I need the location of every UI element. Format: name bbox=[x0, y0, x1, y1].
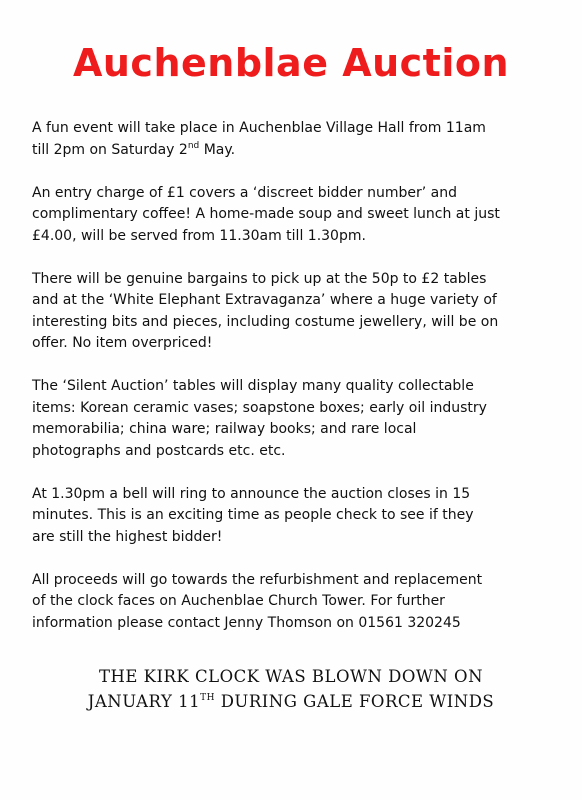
paragraph-bell bbox=[32, 484, 532, 549]
footer-date-text: JANUARY 11 bbox=[87, 692, 201, 711]
text-line: complimentary coffee! A home-made soup and sweet lunch at just bbox=[32, 206, 500, 222]
text-line: All proceeds will go towards the refurbishment and replacement bbox=[32, 571, 483, 588]
text-line: of the clock faces on Auchenblae Church Tower. For further bbox=[32, 593, 445, 609]
text-line: and at the ‘White Elephant Extravaganza’ where a huge variety of bbox=[32, 292, 497, 308]
text-line: A fun event will take place in Auchenblae Village Hall from 11am bbox=[32, 120, 486, 136]
text-line: An entry charge of £1 covers a ‘discreet bidder number’ and bbox=[32, 184, 457, 201]
text-line: items: Korean ceramic vases; soapstone boxes; early oil industry bbox=[32, 399, 487, 416]
text-line: photographs and postcards etc. etc. bbox=[32, 442, 286, 459]
text-line: There will be genuine bargains to pick up at the 50p to £2 tables bbox=[32, 270, 487, 287]
footer-rest-text: DURING GALE FORCE WINDS bbox=[214, 692, 495, 711]
text-line: information please contact Jenny Thomson on 01561 320245 bbox=[32, 614, 461, 631]
paragraph-event-time bbox=[32, 118, 532, 161]
text-line: The ‘Silent Auction’ tables will display many quality collectable bbox=[32, 378, 474, 394]
footer-ordinal-suffix: TH bbox=[200, 693, 215, 703]
text-line: interesting bits and pieces, including costume jewellery, will be on bbox=[32, 313, 499, 330]
date-text: till 2pm on Saturday 2 bbox=[32, 141, 188, 158]
text-line: At 1.30pm a bell will ring to announce the auction closes in 15 bbox=[32, 485, 471, 502]
ordinal-suffix: nd bbox=[187, 140, 200, 151]
footer-line bbox=[0, 689, 582, 714]
month-text: May. bbox=[199, 141, 236, 158]
paragraph-proceeds bbox=[32, 570, 532, 635]
text-line: minutes. This is an exciting time as people check to see if they bbox=[32, 507, 474, 523]
flyer-title: Auchenblae Auction bbox=[72, 41, 510, 85]
footer-notice bbox=[0, 664, 582, 714]
text-line: £4.00, will be served from 11.30am till 1.30pm. bbox=[32, 227, 366, 244]
paragraph-bargains bbox=[32, 269, 532, 355]
footer-line: THE KIRK CLOCK WAS BLOWN DOWN ON bbox=[98, 667, 484, 686]
text-line bbox=[32, 140, 532, 162]
text-line: memorabilia; china ware; railway books; and rare local bbox=[32, 421, 417, 437]
paragraph-silent-auction bbox=[32, 376, 532, 462]
text-line: offer. No item overpriced! bbox=[32, 335, 213, 351]
paragraph-entry-charge bbox=[32, 183, 532, 248]
flyer-body bbox=[32, 118, 532, 656]
text-line: are still the highest bidder! bbox=[32, 528, 223, 545]
